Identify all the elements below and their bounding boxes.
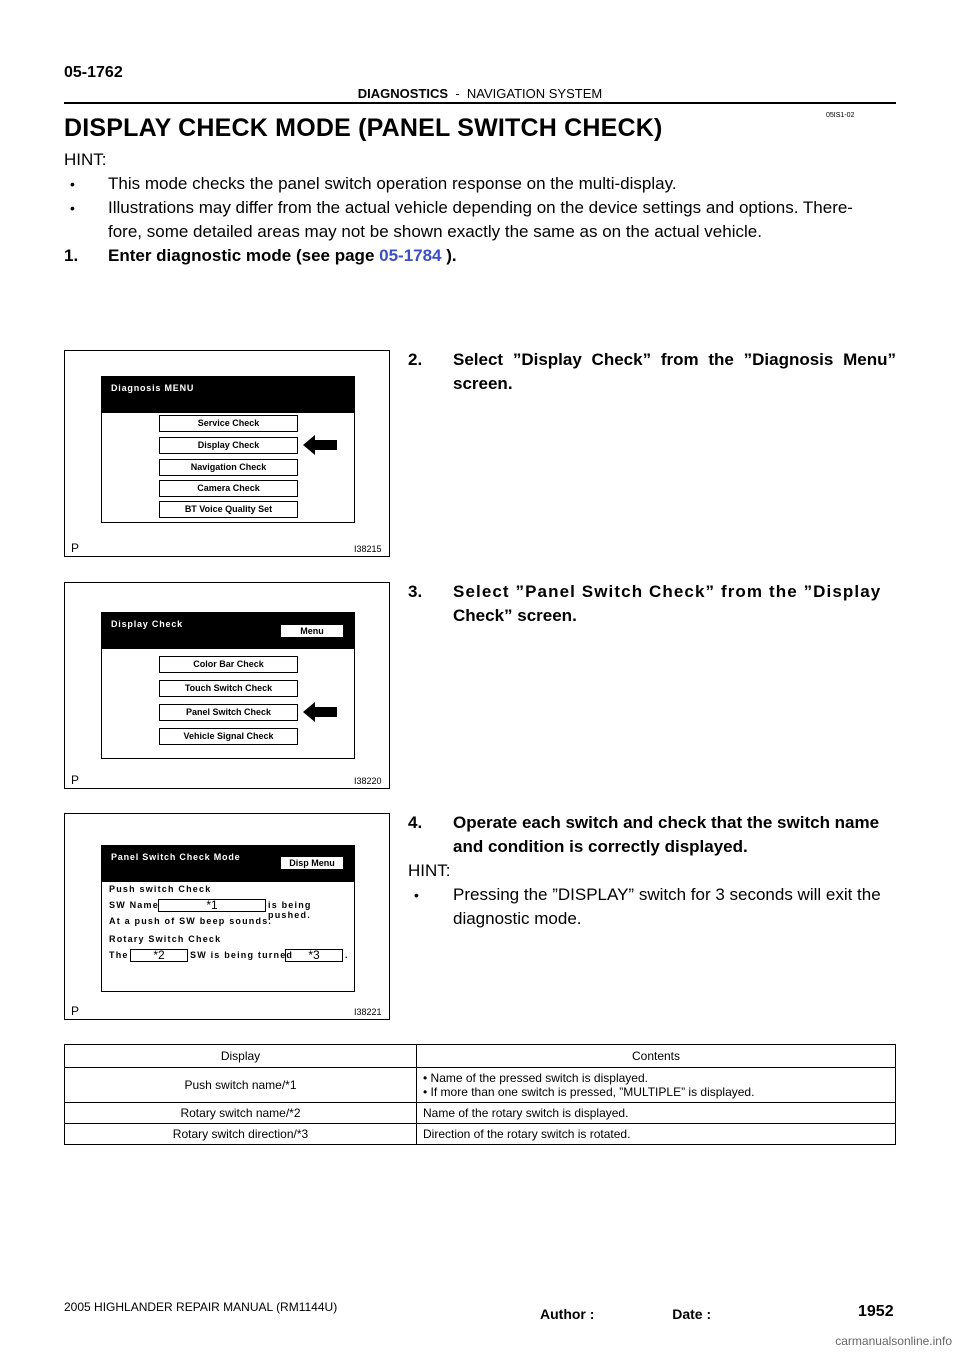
screen-display-check <box>101 612 355 759</box>
table-row <box>65 1124 896 1145</box>
being-turned-text: SW is being turned <box>190 950 294 960</box>
the-label: The <box>109 950 129 960</box>
step-4-hint-text: diagnostic mode. <box>453 909 582 928</box>
section-header <box>0 86 960 101</box>
figure-p-label: P <box>71 773 80 787</box>
pointer-arrow-icon <box>302 701 338 723</box>
page-link[interactable]: 05-1784 <box>379 246 442 265</box>
table-cell-line: • Name of the pressed switch is displayed. <box>423 1071 648 1085</box>
touch-switch-check-button[interactable]: Touch Switch Check <box>159 680 298 697</box>
figure-p-label: P <box>71 1004 80 1018</box>
table-row <box>65 1103 896 1124</box>
screen-title: Diagnosis MENU <box>102 377 354 413</box>
bt-voice-quality-button[interactable]: BT Voice Quality Set <box>159 501 298 518</box>
step-number: 1. <box>64 246 79 265</box>
table-header-row <box>65 1045 896 1068</box>
section-separator: - <box>455 86 460 101</box>
table-header-display: Display <box>65 1045 417 1068</box>
table-cell-display: Push switch name/*1 <box>65 1068 417 1103</box>
screen-title-text: Panel Switch Check Mode <box>111 852 241 862</box>
figure-id: I38220 <box>354 776 382 786</box>
step-2-text: screen. <box>453 374 513 393</box>
step-4-hint-label: HINT: <box>408 861 451 880</box>
watermark: carmanualsonline.info <box>835 1334 952 1348</box>
step-4-text: and condition is correctly displayed. <box>453 837 748 856</box>
menu-button[interactable]: Menu <box>280 624 344 638</box>
step-1-text <box>108 244 457 268</box>
table-header-contents: Contents <box>417 1045 896 1068</box>
hint-text: Illustrations may differ from the actual vehicle depending on the device settings and options. There- <box>108 198 853 217</box>
header-rule <box>64 102 896 104</box>
period-text: . <box>345 950 349 960</box>
table-cell-contents: Direction of the rotary switch is rotated. <box>417 1124 896 1145</box>
table-cell-contents: Name of the rotary switch is displayed. <box>417 1103 896 1124</box>
author-date-line: Author : Date : <box>540 1306 712 1322</box>
table-cell-display: Rotary switch direction/*3 <box>65 1124 417 1145</box>
pointer-arrow-icon <box>302 434 338 456</box>
service-check-button[interactable]: Service Check <box>159 415 298 432</box>
figure-p-label: P <box>71 541 80 555</box>
subsection-name: NAVIGATION SYSTEM <box>466 86 603 101</box>
display-contents-table <box>64 1044 896 1145</box>
rotary-name-field: *2 <box>130 949 188 962</box>
figure-id: I38221 <box>354 1007 382 1017</box>
screen-panel-switch-check <box>101 845 355 992</box>
manual-footer: 2005 HIGHLANDER REPAIR MANUAL (RM1144U) <box>64 1300 338 1314</box>
table-cell-contents <box>417 1068 896 1103</box>
bullet-icon: • <box>70 176 75 192</box>
doc-code: 05IS1-02 <box>826 112 855 119</box>
section-name: DIAGNOSTICS <box>357 86 449 101</box>
push-switch-header: Push switch Check <box>109 884 212 894</box>
rotary-direction-field: *3 <box>285 949 343 962</box>
bullet-icon: • <box>414 887 419 903</box>
bullet-icon: • <box>70 200 75 216</box>
hint-text: This mode checks the panel switch operation response on the multi-display. <box>108 174 677 193</box>
figure-id: I38215 <box>354 544 382 554</box>
step-3-text: Check” screen. <box>453 606 577 625</box>
step-1-text-after: ). <box>441 246 457 265</box>
figure-panel-switch-check <box>64 813 390 1020</box>
step-number: 3. <box>408 582 423 601</box>
step-1-text-before: Enter diagnostic mode (see page <box>108 246 380 265</box>
hint-label: HINT: <box>64 150 107 169</box>
switch-name-field: *1 <box>158 899 266 912</box>
beep-text: At a push of SW beep sounds. <box>109 916 273 926</box>
step-4-text: Operate each switch and check that the switch name <box>453 813 880 832</box>
sw-name-label: SW Name <box>109 900 159 910</box>
vehicle-signal-check-button[interactable]: Vehicle Signal Check <box>159 728 298 745</box>
display-check-button[interactable]: Display Check <box>159 437 298 454</box>
being-pushed-text: is being pushed. <box>268 900 312 920</box>
disp-menu-button[interactable]: Disp Menu <box>280 856 344 870</box>
camera-check-button[interactable]: Camera Check <box>159 480 298 497</box>
rotary-switch-header: Rotary Switch Check <box>109 934 222 944</box>
screen-title-text: Display Check <box>111 619 183 629</box>
table-cell-display: Rotary switch name/*2 <box>65 1103 417 1124</box>
page-code: 05-1762 <box>64 64 123 81</box>
step-2-text: Select ”Display Check” from the ”Diagnosis Menu” <box>453 350 896 369</box>
navigation-check-button[interactable]: Navigation Check <box>159 459 298 476</box>
figure-display-check <box>64 582 390 789</box>
color-bar-check-button[interactable]: Color Bar Check <box>159 656 298 673</box>
page-title: DISPLAY CHECK MODE (PANEL SWITCH CHECK) <box>64 114 663 142</box>
panel-switch-check-button[interactable]: Panel Switch Check <box>159 704 298 721</box>
step-number: 4. <box>408 813 423 832</box>
screen-diagnosis-menu <box>101 376 355 523</box>
step-number: 2. <box>408 350 423 369</box>
page-number: 1952 <box>858 1303 894 1320</box>
hint-text: fore, some detailed areas may not be shown exactly the same as on the actual vehicle. <box>108 222 762 241</box>
figure-diagnosis-menu <box>64 350 390 557</box>
table-cell-line: • If more than one switch is pressed, ”MULTIPLE” is displayed. <box>423 1085 755 1099</box>
step-4-hint-text: Pressing the ”DISPLAY” switch for 3 seconds will exit the <box>453 885 881 904</box>
step-3-text: Select ”Panel Switch Check” from the ”Display <box>453 582 882 601</box>
table-row <box>65 1068 896 1103</box>
